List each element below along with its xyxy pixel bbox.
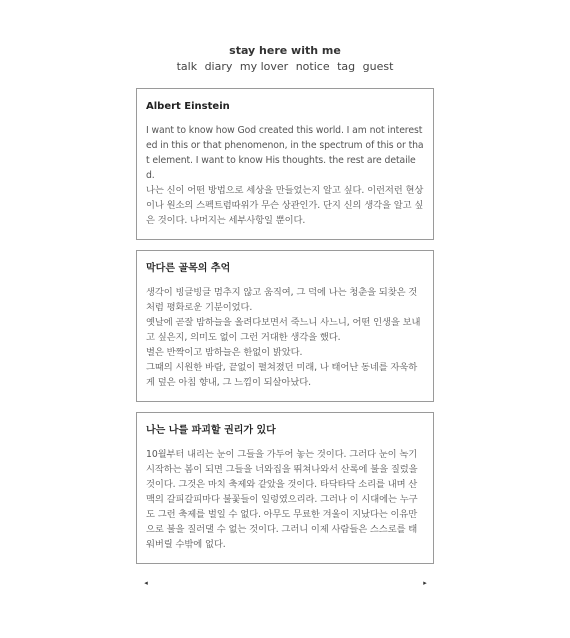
post-paragraph: 옛날에 곧잘 밤하늘을 올려다보면서 죽느니 사느니, 어떤 인생을 보내고 싶은지, 의미도 없이 그런 거대한 생각을 했다. xyxy=(146,317,421,343)
post-paragraph: I want to know how God created this world. I am not interested in this or that phenomenon, in the spectrum of this or that element. I want to know His thoughts. the rest are detailed. xyxy=(146,125,424,181)
post-paragraph: 10월부터 내리는 눈이 그들을 가두어 놓는 것이다. 그러다 눈이 녹기 시작하는 봄이 되면 그들을 너와집을 뛰쳐나와서 산록에 불을 질렀을 것이다. 그것은 마치 축제와 같았을 것이다. 타닥타닥 소리를 내며 산맥의 갈피갈피마다 불꽃들이 일렁였으리라. 그러나 이 시대에는 누구도 그런 축제를 벌일 수 없다. 아무도 무료한 겨울이 지났다는 이유만으로 불을 질러댈 수 없는 것이다. 그러니 이제 사람들은 스스로를 태워버릴 수밖에 없다. xyxy=(146,449,418,550)
nav-link-diary[interactable]: diary xyxy=(204,60,233,73)
prev-page-icon[interactable]: ◂ xyxy=(144,579,148,587)
post-title[interactable]: 나는 나를 파괴할 권리가 있다 xyxy=(146,425,276,436)
next-page-icon[interactable]: ▸ xyxy=(423,579,427,587)
post-paragraph: 나는 신이 어떤 방법으로 세상을 만들었는지 알고 싶다. 이런저런 현상이나 원소의 스펙트럼따위가 무슨 상관인가. 단지 신의 생각을 알고 싶은 것이다. 나머지는 세부사항일 뿐이다. xyxy=(146,185,424,226)
post-body xyxy=(146,285,424,390)
post-body xyxy=(146,447,424,552)
nav-link-tag[interactable]: tag xyxy=(337,60,356,73)
nav-link-guest[interactable]: guest xyxy=(362,60,394,73)
nav-link-my-lover[interactable]: my lover xyxy=(239,60,289,73)
post-card xyxy=(136,250,434,402)
post-title[interactable]: Albert Einstein xyxy=(146,101,230,112)
post-title[interactable]: 막다른 골목의 추억 xyxy=(146,263,231,274)
post-card xyxy=(136,88,434,240)
post-paragraph: 별은 반짝이고 밤하늘은 한없이 밝았다. xyxy=(146,347,303,358)
post-paragraph: 그때의 시원한 바람, 끝없이 펼쳐졌던 미래, 나 태어난 동네를 자욱하게 덮은 아침 향내, 그 느낌이 되살아났다. xyxy=(146,362,418,388)
main-nav xyxy=(0,59,570,75)
post-paragraph: 생각이 빙글빙글 멈추지 않고 움직여, 그 덕에 나는 청춘을 되찾은 것처럼 평화로운 기분이었다. xyxy=(146,287,418,313)
nav-link-talk[interactable]: talk xyxy=(176,60,198,73)
site-header xyxy=(0,43,570,75)
site-title[interactable]: stay here with me xyxy=(229,44,341,57)
nav-link-notice[interactable]: notice xyxy=(295,60,330,73)
post-card xyxy=(136,412,434,564)
post-body xyxy=(146,123,424,228)
